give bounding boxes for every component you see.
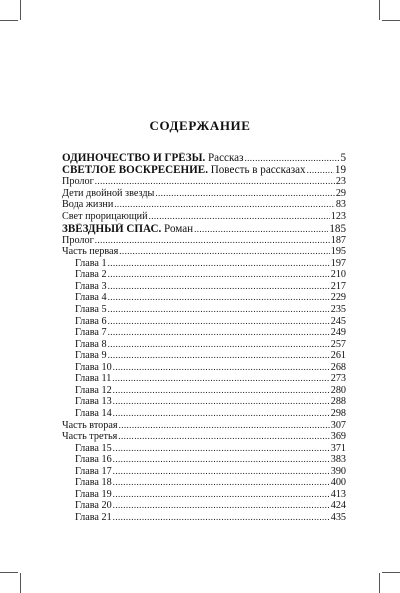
toc-entry <box>62 477 346 489</box>
crop-mark-top-right-h <box>382 20 400 21</box>
toc-entry-title <box>62 235 94 247</box>
toc-entry-text: Глава 15 <box>75 442 112 454</box>
toc-entry-title <box>75 304 107 316</box>
toc-entry-title <box>75 385 112 397</box>
toc-entry <box>62 152 346 164</box>
toc-leader-dots <box>113 512 330 524</box>
toc-entry-text: Глава 4 <box>75 292 107 304</box>
toc-entry-title <box>62 431 117 443</box>
toc-leader-dots <box>113 362 330 374</box>
toc-page-number: 29 <box>335 187 346 199</box>
toc-entry-text: Глава 20 <box>75 500 112 512</box>
table-of-contents <box>62 152 346 523</box>
toc-entry-title <box>75 316 107 328</box>
toc-entry <box>62 176 346 188</box>
toc-page-number: 307 <box>330 419 346 431</box>
toc-entry-title <box>62 211 148 223</box>
toc-entry <box>62 292 346 304</box>
toc-entry-title <box>75 408 112 420</box>
toc-entry-text: Глава 3 <box>75 280 107 292</box>
toc-entry-text: Глава 13 <box>75 396 112 408</box>
toc-entry-text: Глава 17 <box>75 465 112 477</box>
toc-page-number: 298 <box>330 407 346 419</box>
toc-entry <box>62 188 346 200</box>
toc-page-number: 83 <box>335 199 346 211</box>
toc-entry <box>62 304 346 316</box>
toc-leader-dots <box>108 339 330 351</box>
toc-page-number: 273 <box>330 373 346 385</box>
toc-page-number: 229 <box>330 292 346 304</box>
crop-mark-top-right <box>379 0 380 20</box>
toc-page-number: 197 <box>330 257 346 269</box>
toc-leader-dots <box>118 431 329 443</box>
toc-entry-text: Свет прорицающий <box>62 211 148 223</box>
toc-entry-title <box>75 350 107 362</box>
toc-leader-dots <box>108 281 330 293</box>
toc-entry <box>62 211 346 223</box>
toc-leader-dots <box>307 164 334 176</box>
toc-entry-title <box>75 281 107 293</box>
toc-entry-text: Глава 2 <box>75 269 107 281</box>
toc-entry-title <box>75 512 112 524</box>
toc-leader-dots <box>114 199 335 211</box>
toc-entry <box>62 258 346 270</box>
toc-entry <box>62 431 346 443</box>
toc-page-number: 185 <box>329 222 346 235</box>
toc-entry <box>62 396 346 408</box>
crop-mark-bottom-left <box>20 573 21 593</box>
toc-entry <box>62 489 346 501</box>
toc-entry-text: Повесть в рассказах <box>207 164 306 177</box>
toc-entry-title <box>75 258 107 270</box>
toc-entry-text: Глава 16 <box>75 454 112 466</box>
toc-entry <box>62 223 346 235</box>
toc-entry-title <box>62 152 243 164</box>
toc-entry-text: Глава 6 <box>75 315 107 327</box>
toc-page-number: 261 <box>330 350 346 362</box>
toc-entry <box>62 316 346 328</box>
toc-leader-dots <box>119 246 329 258</box>
toc-entry-text: Глава 11 <box>75 373 112 385</box>
toc-leader-dots <box>119 420 330 432</box>
toc-leader-dots <box>108 292 330 304</box>
toc-entry <box>62 269 346 281</box>
toc-entry-title <box>62 223 193 235</box>
toc-entry <box>62 350 346 362</box>
crop-mark-top-left-h <box>0 20 18 21</box>
toc-entry-title <box>62 164 306 176</box>
toc-entry-text: Глава 12 <box>75 384 112 396</box>
toc-entry <box>62 466 346 478</box>
toc-entry-text: Вода жизни <box>62 199 114 211</box>
toc-entry <box>62 327 346 339</box>
toc-entry-title <box>62 246 118 258</box>
toc-entry-text: Часть вторая <box>62 419 118 431</box>
toc-entry <box>62 281 346 293</box>
toc-entry-title <box>62 176 94 188</box>
toc-leader-dots <box>108 258 330 270</box>
toc-page-number: 383 <box>330 454 346 466</box>
toc-page-number: 195 <box>330 246 346 258</box>
toc-leader-dots <box>113 385 330 397</box>
toc-entry-text: Глава 8 <box>75 338 107 350</box>
toc-entry-title <box>62 188 154 200</box>
toc-entry-title <box>62 199 113 211</box>
toc-page-number: 413 <box>330 488 346 500</box>
toc-entry-text: Пролог <box>62 176 94 188</box>
toc-leader-dots <box>95 176 335 188</box>
toc-leader-dots <box>113 500 330 512</box>
toc-entry <box>62 362 346 374</box>
toc-leader-dots <box>95 235 330 247</box>
toc-entry-text: Глава 10 <box>75 361 112 373</box>
toc-entry-text: Глава 9 <box>75 350 107 362</box>
toc-entry-text: Рассказ <box>205 152 244 164</box>
toc-entry-text: Глава 1 <box>75 257 107 269</box>
toc-entry-title <box>75 339 107 351</box>
toc-entry-title <box>75 454 112 466</box>
toc-page-number: 210 <box>330 269 346 281</box>
toc-entry <box>62 500 346 512</box>
toc-entry-bold-title: СВЕТЛОЕ ВОСКРЕСЕНИЕ. <box>62 164 208 177</box>
toc-entry-title <box>62 420 118 432</box>
toc-leader-dots <box>112 373 329 385</box>
toc-leader-dots <box>108 316 330 328</box>
toc-page-number: 217 <box>330 280 346 292</box>
toc-page-number: 23 <box>335 176 346 188</box>
toc-entry <box>62 199 346 211</box>
toc-page-number: 19 <box>334 164 346 177</box>
toc-entry-title <box>75 292 107 304</box>
toc-page-number: 369 <box>330 431 346 443</box>
toc-leader-dots <box>113 466 330 478</box>
crop-mark-top-left <box>20 0 21 20</box>
toc-entry-bold-title: ЗВЁЗДНЫЙ СПАС. <box>62 222 162 235</box>
crop-mark-bottom-right-h <box>382 572 400 573</box>
toc-leader-dots <box>149 211 330 223</box>
toc-entry <box>62 385 346 397</box>
toc-entry <box>62 339 346 351</box>
toc-leader-dots <box>108 304 330 316</box>
toc-leader-dots <box>108 327 330 339</box>
toc-entry-title <box>75 443 112 455</box>
toc-page-number: 245 <box>330 315 346 327</box>
toc-leader-dots <box>113 477 330 489</box>
toc-entry-title <box>75 500 112 512</box>
toc-entry-text: Глава 19 <box>75 488 112 500</box>
toc-entry-text: Глава 21 <box>75 511 112 523</box>
toc-entry-text: Роман <box>161 222 194 235</box>
toc-leader-dots <box>113 396 330 408</box>
toc-entry-title <box>75 489 112 501</box>
toc-leader-dots <box>194 223 328 235</box>
toc-entry <box>62 408 346 420</box>
toc-leader-dots <box>108 350 330 362</box>
toc-page-number: 435 <box>330 511 346 523</box>
toc-entry <box>62 512 346 524</box>
toc-leader-dots <box>108 269 330 281</box>
toc-entry-title <box>75 477 112 489</box>
toc-entry <box>62 246 346 258</box>
toc-leader-dots <box>113 408 330 420</box>
toc-entry-title <box>75 327 107 339</box>
toc-entry-text: Часть третья <box>62 431 118 443</box>
toc-page-number: 400 <box>330 477 346 489</box>
toc-entry-title <box>75 362 112 374</box>
toc-entry <box>62 443 346 455</box>
toc-entry-text: Глава 14 <box>75 407 112 419</box>
crop-mark-bottom-right <box>379 573 380 593</box>
toc-entry-text: Пролог <box>62 234 94 246</box>
toc-page-number: 424 <box>330 500 346 512</box>
toc-page-number: 249 <box>330 327 346 339</box>
toc-entry-text: Дети двойной звезды <box>62 187 155 199</box>
toc-leader-dots <box>244 152 339 164</box>
toc-entry-text: Часть первая <box>62 246 119 258</box>
toc-entry-text: Глава 5 <box>75 304 107 316</box>
toc-page-number: 123 <box>330 211 346 223</box>
toc-page-number: 257 <box>330 338 346 350</box>
toc-entry <box>62 373 346 385</box>
toc-page-number: 371 <box>330 442 346 454</box>
toc-leader-dots <box>113 489 330 501</box>
toc-entry <box>62 420 346 432</box>
page-title: СОДЕРЖАНИЕ <box>149 118 251 133</box>
toc-leader-dots <box>113 443 330 455</box>
toc-entry-title <box>75 466 112 478</box>
crop-mark-bottom-left-h <box>0 572 18 573</box>
toc-leader-dots <box>155 188 334 200</box>
toc-page-number: 235 <box>330 304 346 316</box>
toc-page-number: 5 <box>340 152 346 164</box>
toc-entry-title <box>75 373 111 385</box>
toc-page-number: 288 <box>330 396 346 408</box>
toc-entry-text: Глава 7 <box>75 327 107 339</box>
toc-entry-title <box>75 396 112 408</box>
toc-entry <box>62 454 346 466</box>
toc-entry <box>62 235 346 247</box>
toc-entry-bold-title: ОДИНОЧЕСТВО И ГРЁЗЫ. <box>62 152 206 164</box>
toc-entry <box>62 164 346 176</box>
toc-entry-title <box>75 269 107 281</box>
toc-page-number: 268 <box>330 361 346 373</box>
toc-page-number: 390 <box>330 465 346 477</box>
toc-leader-dots <box>113 454 330 466</box>
toc-entry-text: Глава 18 <box>75 477 112 489</box>
toc-page-number: 187 <box>330 234 346 246</box>
toc-page-number: 280 <box>330 384 346 396</box>
